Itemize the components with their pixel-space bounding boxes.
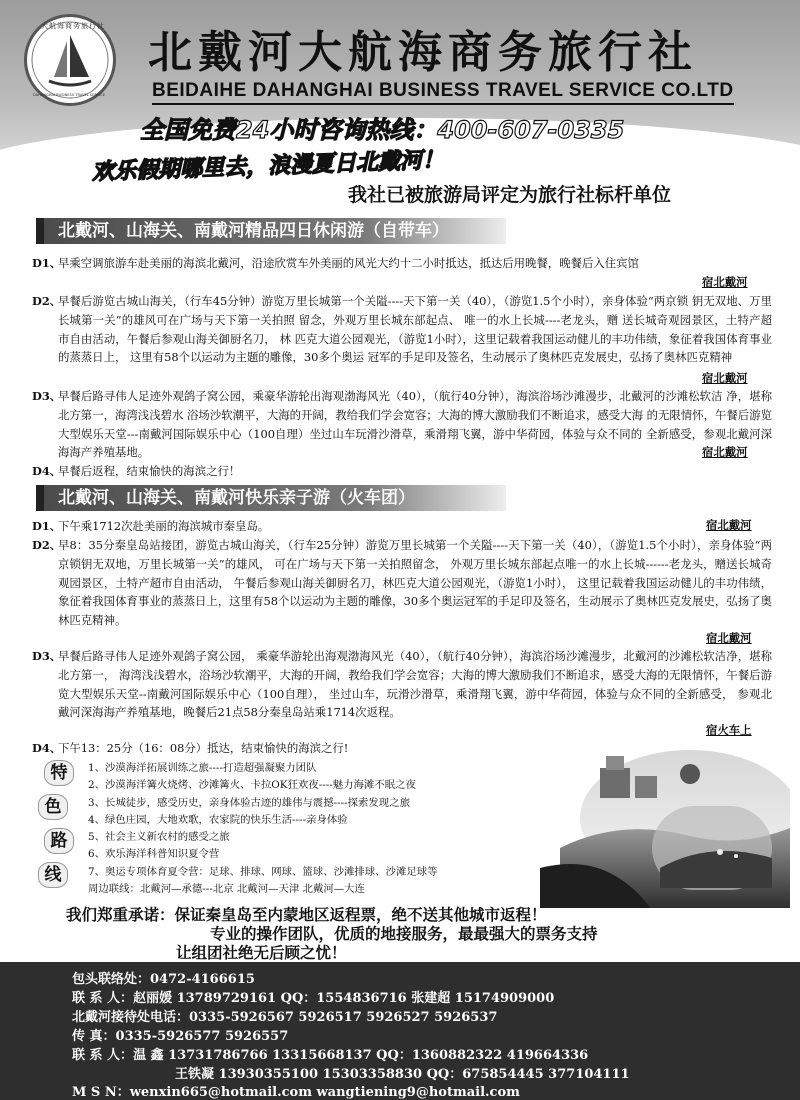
- contact-person-1: [72, 987, 554, 1006]
- day-text: 早乘空调旅游车赴美丽的海滨北戴河，沿途欣赏车外美丽的风光大约十二小时抵达，抵达后用晚餐，晚餐后入住宾馆: [58, 256, 639, 270]
- contact1-value: 赵丽媛 13789729161 QQ：1554836716 张建超 15174909000: [133, 991, 555, 1006]
- tour2-day2-stay: 宿北戴河: [706, 631, 752, 645]
- beach-photo-collage: [540, 748, 790, 908]
- feature-list: [88, 760, 438, 898]
- day-label: D3、: [32, 649, 62, 663]
- contact2-value: 温 鑫 13731786766 13315668137 QQ：1360882322 419664336: [133, 1048, 589, 1063]
- fax-value: 0335-5926577 5926557: [115, 1029, 289, 1044]
- logo-ring-text-en: DAHANGHAI BUSINESS TRAVEL SERVICE: [33, 93, 106, 97]
- feature-item: 1、沙漠海洋拓展训练之旅----打造超强凝聚力团队: [88, 762, 317, 774]
- company-title-en: BEIDAIHE DAHANGHAI BUSINESS TRAVEL SERVICE CO.LTD: [152, 80, 734, 105]
- day-text: 早餐后游览古城山海关，（行车45分钟）游览万里长城第一个关隘----天下第一关（40），（游览1.5个小时），亲身体验“两京锁 钥无双地、万里长城第一关”的雄风可在广场与天下第一关拍照 留念，外观万里长城东部起点、 唯一的水上长城----老龙头，赠 送长城奇观园景区，土特产超市自由活动，午餐后参观山海关御厨名刀， 林 匹克大道公园观光，（游览1小时），这里记载着我国运动健儿的丰功伟绩，象征着我国体育事业的蒸蒸日上， 这里有58个以运动为主题的雕像，30多个奥运 冠军的手足印及签名，生动展示了奥林匹克发展史，弘扬了奥林匹克精神: [58, 294, 772, 365]
- tour1-day1: [32, 254, 772, 273]
- day-label: D2、: [32, 538, 62, 552]
- day-text: 下午乘1712次赴美丽的海滨城市秦皇岛。: [58, 519, 270, 533]
- day-label: D4、: [32, 741, 62, 755]
- tour1-title-text: 北戴河、山海关、南戴河精品四日休闲游（自带车）: [58, 221, 449, 241]
- tour1-day3: [32, 387, 772, 462]
- day-text: 早餐后路寻伟人足迹外观鸽子窝公园， 乘豪华游轮出海观渤海风光（40），（航行40分钟），海滨浴场沙滩漫步，北戴河的沙滩松软洁净，堪称北方第一， 海湾浅浅碧水，浴场沙软潮平，大海的开阔，教给我们学会宽容；大海的博大激励我们不断追求，感受大海的无限情怀，午餐后游览大型娱乐天堂--南戴河国际娱乐中心（100自理）， 坐过山车，玩滑沙滑草，乘滑翔飞翼，游中华荷园，体验与众不同的全新感受， 参观北戴河深海海产养殖基地，晚餐后21点58分秦皇岛站乘1714次返程。: [58, 649, 772, 720]
- feature-mark: 线: [38, 862, 68, 888]
- tour2-day3: [32, 647, 772, 722]
- contact-person-2: [72, 1044, 588, 1063]
- tour2-day1-stay: 宿北戴河: [706, 518, 752, 532]
- tour1-title: [36, 218, 506, 244]
- baotou-phone: 0472-4166615: [150, 972, 255, 987]
- hotline: 全国免费24小时咨询热线：400-607-0335: [140, 116, 625, 144]
- day-label: D1、: [32, 256, 62, 270]
- msn-label: M S N：: [72, 1085, 130, 1100]
- feature-item: 7、奥运专项体育夏令营：足球、排球、网球、篮球、沙滩排球、沙滩足球等: [88, 865, 438, 878]
- tour1-day3-stay: 宿北戴河: [702, 445, 748, 459]
- feature-item: 2、沙漠海洋篝火烧烤、沙滩篝火、卡拉OK狂欢夜----魅力海滩不眠之夜: [88, 779, 416, 792]
- msn: [72, 1081, 520, 1100]
- beach-scene-image: [540, 748, 790, 908]
- bdh-phone: 0335-5926567 5926517 5926527 5926537: [189, 1010, 498, 1025]
- feature-item: 5、社会主义新农村的感受之旅: [88, 831, 230, 844]
- feature-item: 6、欢乐海洋科普知识夏令营: [88, 848, 220, 861]
- promise-line-3: 让组团社绝无后顾之忧！: [176, 943, 347, 962]
- baotou-label: 包头联络处：: [72, 972, 151, 987]
- day-label: D3、: [32, 389, 62, 403]
- slogan: 欢乐假期哪里去，浪漫夏日北戴河！: [91, 147, 445, 186]
- day-text: 早餐后路寻伟人足迹外观鸽子窝公园，乘豪华游轮出海观渤海风光（40），（航行40分钟），海滨浴场沙滩漫步，北戴河的沙滩松软洁 净，堪称北方第一，海湾浅浅碧水 浴场沙软潮平，大海的开阔，教给我们学会宽容；大海的博大激励我们不断追求，感受大海 的无限情怀，午餐后游览大型娱乐天堂---南戴河国际娱乐中心（100自理）坐过山车玩滑沙滑草，乘滑翔飞翼，游中华荷园，体验与众不同的 全新感受，参观北戴河深海海产养殖基地。: [58, 389, 772, 460]
- tour1-day4: [32, 462, 772, 481]
- tour2-title: [36, 485, 506, 511]
- fax: [72, 1025, 288, 1044]
- feature-mark: 路: [44, 828, 74, 854]
- tour1-day2-stay: 宿北戴河: [702, 371, 748, 385]
- feature-item: 3、长城徒步，感受历史，亲身体验古迹的雄伟与震撼----探索发现之旅: [88, 796, 410, 809]
- feature-item: 周边联线：北戴河—承德---北京 北戴河—天津 北戴河—大连: [88, 883, 365, 896]
- company-logo: [24, 14, 116, 106]
- tour1-day2: [32, 292, 772, 367]
- tour2-day3-stay: 宿火车上: [706, 723, 752, 737]
- feature-item: 4、绿色庄园，大地欢歌，农家院的快乐生活----亲身体验: [88, 813, 348, 826]
- day-label: D1、: [32, 519, 62, 533]
- baotou-contact: [72, 968, 255, 987]
- day-text: 早8：35分秦皇岛站接团，游览古城山海关，（行车25分钟）游览万里长城第一个关隘----天下第一关（40），（游览1.5个小时），亲身体验“两京锁钥无双地，万里长城第一关”的雄风， 可在广场与天下第一关拍照留念， 外观万里长城东部起点唯一的水上长城------老龙头，赠送长城奇观园景区，土特产超市自由活动， 午餐后参观山海关御厨名刀，林匹克大道公园观光，（游览1小时）， 这里记载着我国运动健儿的丰功伟绩， 象征着我国体育事业的蒸蒸日上，这里有58个以运动为主题的雕像，30多个奥运冠军的手足印及签名，生动展示了奥林匹克发展史，弘扬了奥林匹克精神。: [58, 538, 772, 628]
- company-title-cn: 北戴河大航海商务旅行社: [148, 27, 698, 78]
- day-label: D2、: [32, 294, 62, 308]
- tour2-day2: [32, 536, 772, 630]
- fax-label: 传 真：: [72, 1029, 116, 1044]
- award-statement: 我社已被旅游局评定为旅行社标杆单位: [348, 184, 672, 206]
- day-text: 下午13：25分（16：08分）抵达，结束愉快的海滨之行!: [58, 741, 349, 755]
- feature-mark: 色: [38, 794, 68, 820]
- bdh-label: 北戴河接待处电话：: [72, 1010, 190, 1025]
- logo-ring-text: 大航海商务旅行社: [41, 22, 105, 30]
- tour2-day1: [32, 517, 772, 536]
- contact-person-3: 王铁凝 13930355100 15303358830 QQ：675854445 377104111: [175, 1067, 630, 1082]
- feature-marks: [36, 760, 96, 895]
- contact2-label: 联 系 人：: [72, 1048, 134, 1063]
- contact1-label: 联 系 人：: [72, 991, 134, 1006]
- promise-line-1: 我们郑重承诺：保证秦皇岛至内蒙地区返程票，绝不送其他城市返程！: [66, 905, 547, 924]
- feature-mark: 特: [44, 760, 74, 786]
- msn-value: wenxin665@hotmail.com wangtiening9@hotmail.com: [129, 1085, 520, 1100]
- tour2-title-text: 北戴河、山海关、南戴河快乐亲子游（火车团）: [58, 488, 415, 508]
- day-label: D4、: [32, 464, 62, 478]
- tour1-day1-stay: 宿北戴河: [702, 275, 748, 289]
- promise-line-2: 专业的操作团队，优质的地接服务，最最强大的票务支持: [210, 924, 598, 943]
- day-text: 早餐后返程，结束愉快的海滨之行！: [58, 464, 241, 478]
- beidaihe-phone: [72, 1006, 497, 1025]
